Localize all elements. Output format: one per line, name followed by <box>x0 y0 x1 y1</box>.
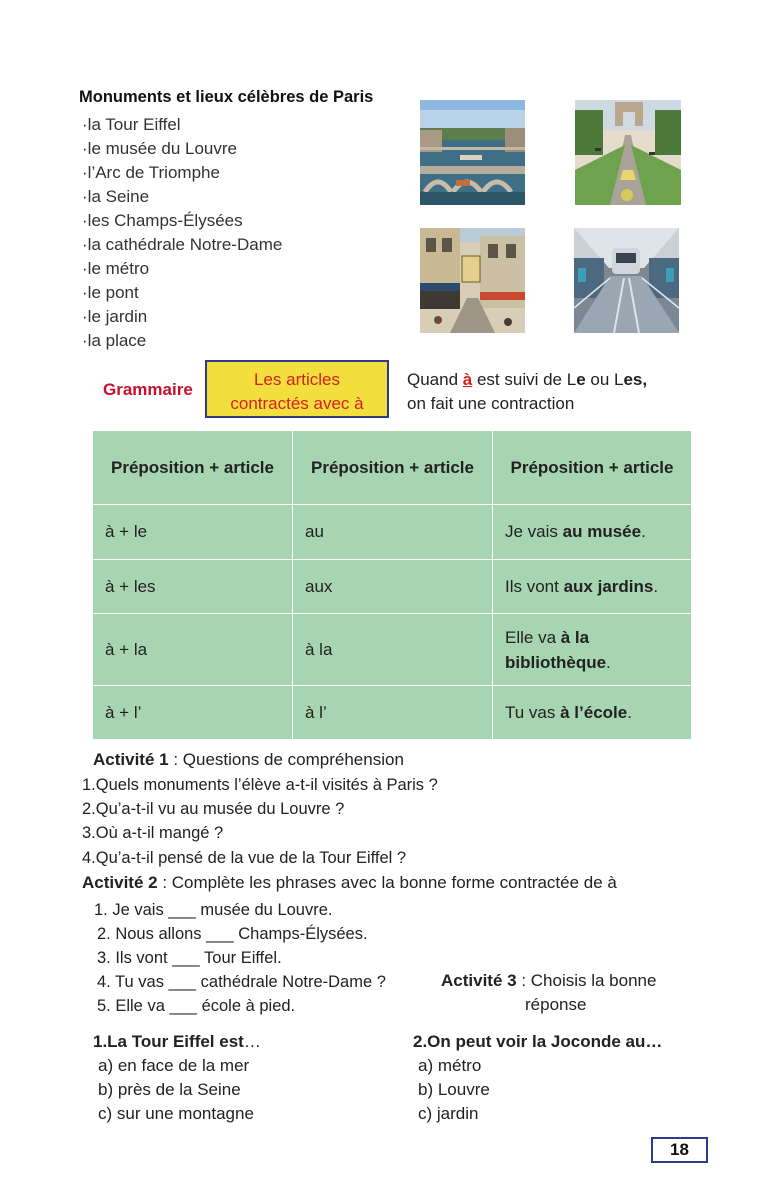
table-cell: à + l’ <box>93 686 293 740</box>
table-cell-example: Ils vont aux jardins. <box>493 560 692 614</box>
option: c) jardin <box>418 1104 479 1123</box>
vocab-item: ·la Seine <box>82 187 150 206</box>
vocab-list <box>82 113 282 353</box>
section-title: Monuments et lieux célèbres de Paris <box>79 88 374 106</box>
table-header: Préposition + article <box>493 431 692 505</box>
option: c) sur une montagne <box>98 1104 254 1123</box>
grammar-topic-box <box>205 360 389 418</box>
paris-street-bookshop-photo <box>420 228 525 333</box>
table-cell: à + le <box>93 505 293 560</box>
activity2-item: 1. Je vais ___ musée du Louvre. <box>94 901 333 919</box>
table-header-row <box>93 431 692 505</box>
note-prefix: Quand <box>407 370 463 389</box>
table-cell: à l’ <box>293 686 493 740</box>
table-row <box>93 686 692 740</box>
note-mid: est suivi de L <box>472 370 577 389</box>
grammar-note <box>407 368 647 416</box>
table-cell-example: Tu vas à l’école. <box>493 686 692 740</box>
table-row <box>93 614 692 686</box>
activity3-heading-line2: réponse <box>525 995 587 1014</box>
option: b) près de la Seine <box>98 1080 241 1099</box>
table-cell: à + les <box>93 560 293 614</box>
note-a: à <box>462 370 473 389</box>
table-cell-example: Je vais au musée. <box>493 505 692 560</box>
table-cell: aux <box>293 560 493 614</box>
note-e: e <box>576 370 586 389</box>
activity1-question: 1.Quels monuments l’élève a-t-il visités à Paris ? <box>82 776 438 794</box>
table-cell: à + la <box>93 614 293 686</box>
option: b) Louvre <box>418 1080 490 1099</box>
grammar-label: Grammaire <box>103 380 193 399</box>
activity1-heading: Activité 1 : Questions de compréhension <box>93 750 404 769</box>
vocab-item: ·les Champs-Élysées <box>82 211 243 230</box>
table-header: Préposition + article <box>293 431 493 505</box>
vocab-item: ·l’Arc de Triomphe <box>82 163 220 182</box>
activity3-question2: 2.On peut voir la Joconde au… a) métro b) Louvre c) jardin <box>413 1030 662 1126</box>
vocab-item: ·le musée du Louvre <box>82 139 237 158</box>
table-header: Préposition + article <box>93 431 293 505</box>
vocab-item: ·la cathédrale Notre-Dame <box>82 235 283 254</box>
vocab-item: ·le jardin <box>82 307 148 326</box>
vocab-item: ·la place <box>82 331 147 350</box>
activity2-item: 2. Nous allons ___ Champs-Élysées. <box>97 925 368 943</box>
activity1-question: 2.Qu’a-t-il vu au musée du Louvre ? <box>82 800 345 818</box>
champs-elysees-arc-photo <box>575 100 681 205</box>
activity3-heading: Activité 3 : Choisis la bonne <box>441 971 657 990</box>
seine-bridge-photo <box>420 100 525 205</box>
note-es: es, <box>623 370 648 389</box>
activity2-item: 4. Tu vas ___ cathédrale Notre-Dame ? <box>97 973 386 991</box>
vocab-item: ·le pont <box>82 283 139 302</box>
activity3-question1: 1.La Tour Eiffel est… a) en face de la mer b) près de la Seine c) sur une montagne <box>93 1030 261 1126</box>
page-number: 18 <box>651 1137 708 1163</box>
table-row <box>93 505 692 560</box>
vocab-item: ·le métro <box>82 259 150 278</box>
table-cell: à la <box>293 614 493 686</box>
option: a) métro <box>418 1056 482 1075</box>
activity2-heading: Activité 2 : Complète les phrases avec la bonne forme contractée de à <box>82 873 617 892</box>
table-cell-example: Elle va à la bibliothèque. <box>493 614 692 686</box>
table-row <box>93 560 692 614</box>
table-cell: au <box>293 505 493 560</box>
option: a) en face de la mer <box>98 1056 250 1075</box>
activity1-question: 4.Qu’a-t-il pensé de la vue de la Tour Eiffel ? <box>82 849 407 867</box>
metro-tunnel-photo <box>574 228 679 333</box>
note-or: ou L <box>585 370 624 389</box>
activity2-item: 5. Elle va ___ école à pied. <box>97 997 296 1015</box>
contractions-table <box>92 430 692 740</box>
activity2-item: 3. Ils vont ___ Tour Eiffel. <box>97 949 282 967</box>
vocab-item: ·la Tour Eiffel <box>82 115 181 134</box>
grammar-topic-line2: contractés avec à <box>230 394 364 413</box>
note-line2: on fait une contraction <box>407 394 575 413</box>
grammar-topic-line1: Les articles <box>254 370 340 389</box>
activity1-question: 3.Où a-t-il mangé ? <box>82 824 224 842</box>
